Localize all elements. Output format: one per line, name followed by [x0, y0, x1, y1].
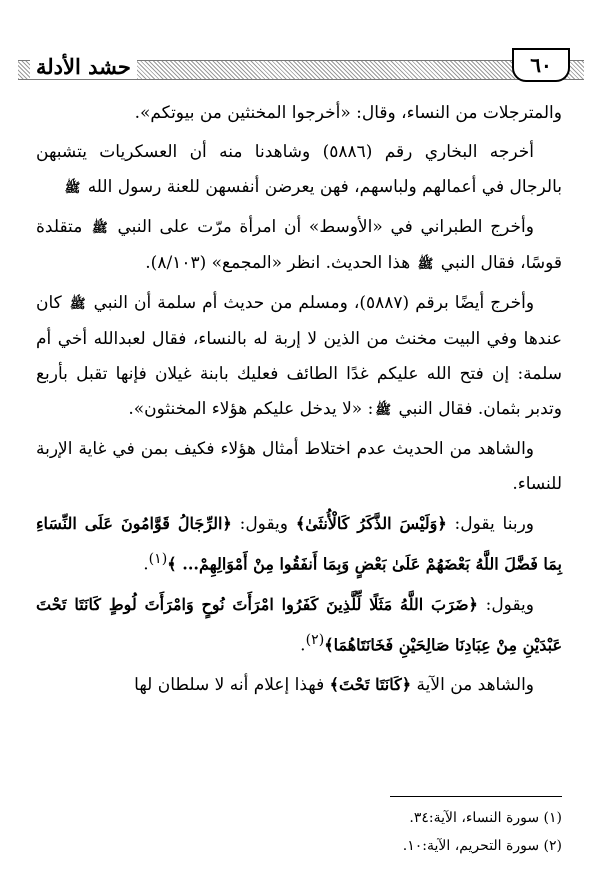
text: وربنا يقول:	[454, 514, 535, 534]
text: والشاهد من الحديث عدم اختلاط أمثال هؤلاء فكيف بمن في غاية الإربة للنساء.	[36, 439, 562, 494]
quran-verse: ﴿وَلَيْسَ الذَّكَرُ كَالْأُنثَىٰ﴾	[295, 514, 447, 533]
text: : «لا يدخل عليكم هؤلاء المخنثون».	[128, 399, 374, 419]
footnote-ref: (١)	[148, 551, 168, 567]
quran-verse: ﴿الرِّجَالُ قَوَّامُونَ عَلَى النِّسَاءِ بِمَا فَضَّلَ اللَّهُ بَعْضَهُمْ عَلَىٰ بَعْضٍ وَبِمَا أَنفَقُوا مِنْ أَمْوَالِهِمْ... ﴾	[36, 514, 562, 574]
paragraph	[36, 432, 562, 502]
salawat-symbol: ﷺ	[375, 403, 392, 418]
salawat-symbol: ﷺ	[64, 181, 81, 196]
page-number: ٦٠	[512, 48, 570, 82]
text: كان عندها وفي البيت مخنث من الذين لا إربة له بالنساء، فقال لعبدالله أخي أم سلمة: إن فتح الله عليكم غدًا الطائف فعليك بابنة غيلان فإنها تقبل بأربع وتدبر بثمان. فقال النبي	[36, 293, 562, 419]
salawat-symbol: ﷺ	[92, 221, 108, 236]
paragraph	[36, 96, 562, 131]
salawat-symbol: ﷺ	[417, 257, 434, 272]
text: والشاهد من الآية	[416, 675, 534, 696]
text: فهذا إعلام أنه لا سلطان لها	[134, 675, 325, 696]
text: والمترجلات من النساء، وقال: «أخرجوا المخنثين من بيوتكم».	[134, 103, 562, 123]
text: هذا الحديث. انظر «المجمع» (٨/١٠٣).	[145, 253, 411, 273]
quran-verse: ﴿كَانَتَا تَحْتَ﴾	[329, 675, 412, 695]
text: أخرجه البخاري رقم (٥٨٨٦) وشاهدنا منه أن العسكريات يتشبهن بالرجال في أعمالهم ولباسهم، فهن يعرضن أنفسهن للعنة رسول الله	[36, 142, 562, 197]
quran-verse: ﴿ضَرَبَ اللَّهُ مَثَلًا لِّلَّذِينَ كَفَرُوا امْرَأَتَ نُوحٍ وَامْرَأَتَ لُوطٍ كَانَتَا تَحْتَ عَبْدَيْنِ مِنْ عِبَادِنَا صَالِحَيْنِ فَخَانَتَاهُمَا﴾	[36, 594, 562, 655]
text: ويقول:	[239, 514, 288, 534]
paragraph	[36, 667, 562, 703]
paragraph: وربنا يقول: ﴿وَلَيْسَ الذَّكَرُ كَالْأُنثَىٰ﴾ ويقول: ﴿الرِّجَالُ قَوَّامُونَ عَلَى النِّسَاءِ بِمَا فَضَّلَ اللَّهُ بَعْضَهُمْ عَلَىٰ بَعْضٍ وَبِمَا أَنفَقُوا مِنْ أَمْوَالِهِمْ... ﴾$^{(١)}$.	[36, 514, 562, 575]
footnote-ref: (٢)	[305, 631, 325, 648]
footnotes	[36, 804, 562, 860]
paragraph	[36, 286, 562, 428]
footnote: (٢) سورة التحريم، الآية:١٠.	[402, 838, 562, 854]
book-title: حشد الأدلة	[30, 54, 137, 79]
text: متقلدة قوسًا، فقال النبي	[36, 217, 562, 273]
footnote-divider	[390, 796, 562, 797]
salawat-symbol: ﷺ	[69, 297, 86, 312]
paragraph: ويقول: ﴿ضَرَبَ اللَّهُ مَثَلًا لِّلَّذِينَ كَفَرُوا امْرَأَتَ نُوحٍ وَامْرَأَتَ لُوطٍ كَانَتَا تَحْتَ عَبْدَيْنِ مِنْ عِبَادِنَا صَالِحَيْنِ فَخَانَتَاهُمَا﴾$^{(٢)}$.	[36, 594, 562, 656]
page-header	[18, 48, 584, 88]
text: وأخرج أيضًا برقم (٥٨٨٧)، ومسلم من حديث أم سلمة أن النبي	[93, 293, 535, 313]
paragraph	[36, 210, 562, 282]
paragraph	[36, 135, 562, 206]
text: ويقول:	[485, 594, 534, 615]
body-text	[36, 96, 562, 707]
text: وأخرج الطبراني في «الأوسط» أن امرأة مرّت على النبي	[117, 217, 534, 237]
footnote: (١) سورة النساء، الآية:٣٤.	[409, 810, 562, 826]
